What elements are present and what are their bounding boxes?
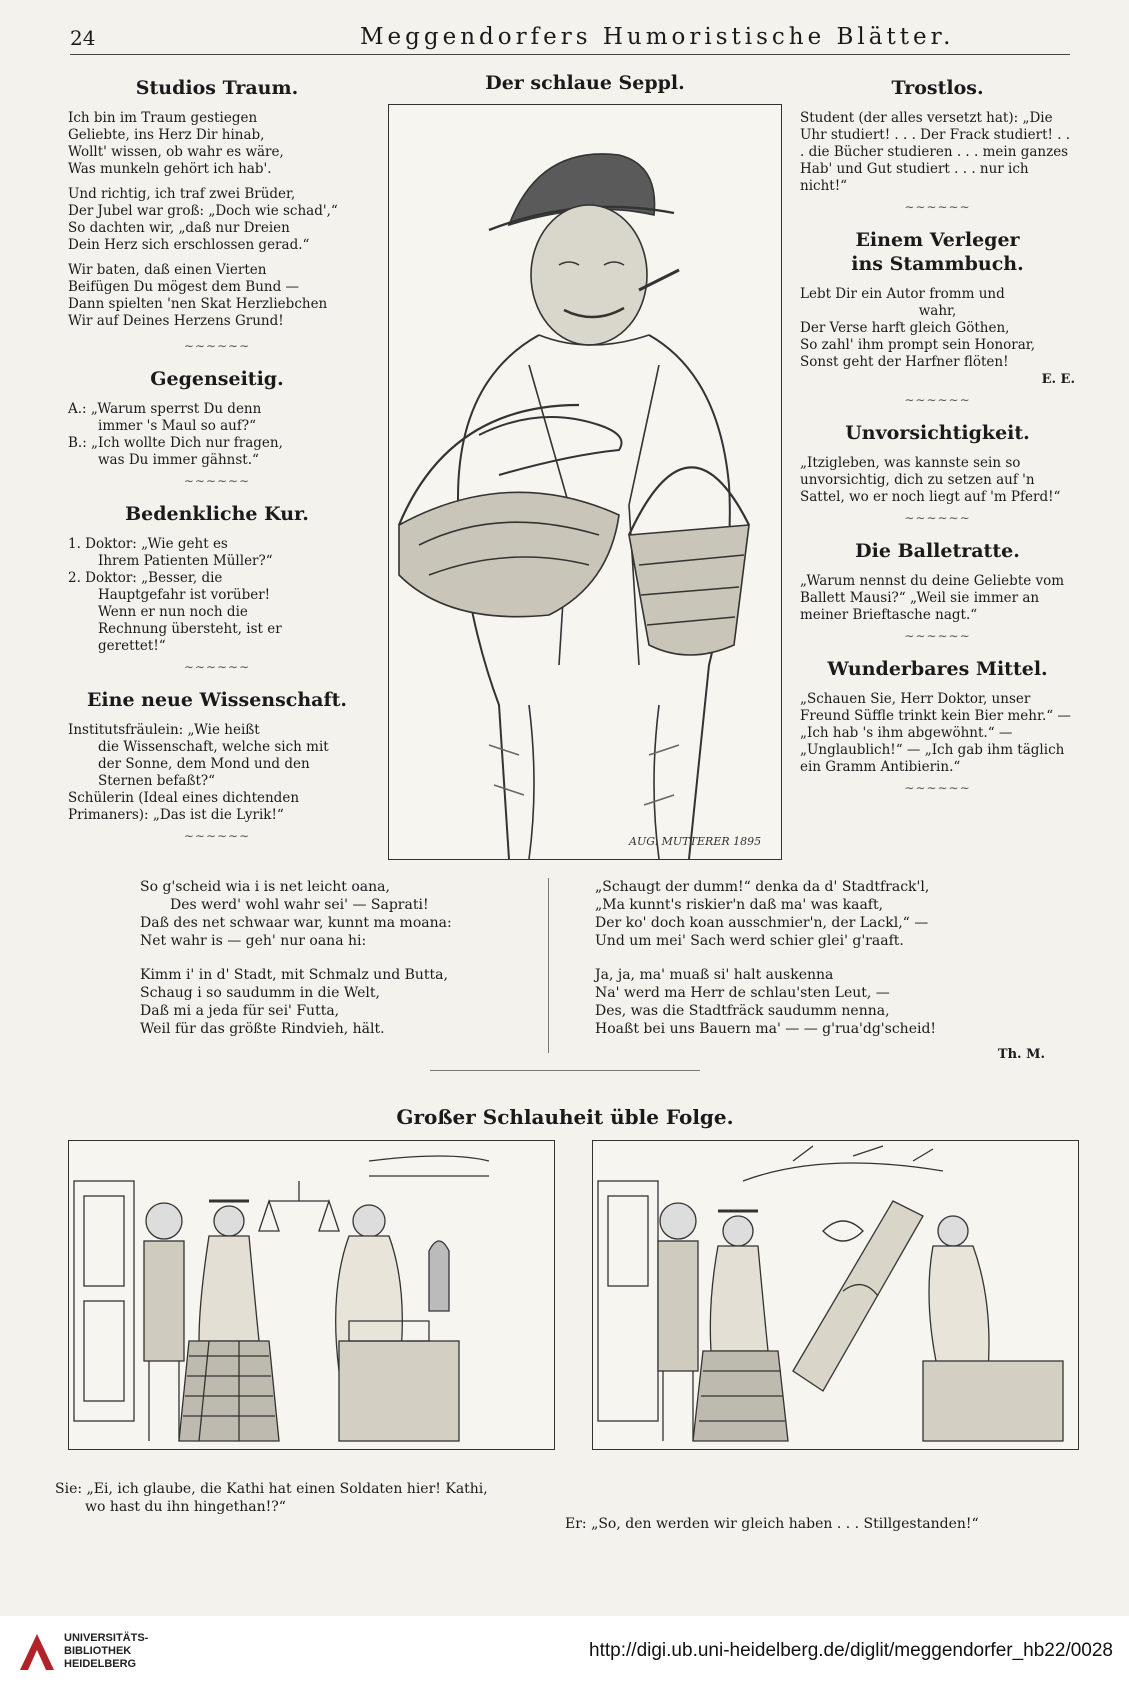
- text-line: 1. Doktor: „Wie geht es: [68, 536, 228, 552]
- ornament-divider: ∼∼∼∼∼∼: [904, 511, 971, 525]
- trostlos-section: [800, 76, 1075, 216]
- trostlos-title: Trostlos.: [891, 77, 984, 99]
- unvorsichtigkeit-text: „Itzigleben, was kannste sein so unvorsichtig, dich zu setzen auf 'n Sattel, wo er noch liegt auf 'm Pferd!“: [800, 455, 1061, 505]
- bedenkliche-kur-title: Bedenkliche Kur.: [125, 503, 309, 525]
- verse-line: Ich bin im Traum gestiegen: [68, 110, 258, 126]
- ornament-divider: ∼∼∼∼∼∼: [904, 393, 971, 407]
- header-rule: [70, 54, 1070, 55]
- text-line: Rechnung übersteht, ist er: [98, 621, 282, 637]
- verse-line: Wir baten, daß einen Vierten: [68, 262, 267, 278]
- verleger-title-1: Einem Verleger: [855, 229, 1020, 251]
- text-line: A.: „Warum sperrst Du denn: [68, 401, 262, 417]
- verse-line: Dann spielten 'nen Skat Herzliebchen: [68, 296, 328, 312]
- ornament-divider: ∼∼∼∼∼∼: [904, 200, 971, 214]
- seppl-illustration: [388, 104, 782, 860]
- text-line: der Sonne, dem Mond und den: [98, 756, 310, 772]
- verse-line: Der Jubel war groß: „Doch wie schad',“: [68, 203, 338, 219]
- source-url-link[interactable]: http://digi.ub.uni-heidelberg.de/diglit/meggendorfer_hb22/0028: [589, 1640, 1113, 1661]
- text-line: immer 's Maul so auf?“: [98, 418, 256, 434]
- verleger-section: [800, 228, 1075, 409]
- page-number: 24: [70, 26, 96, 50]
- left-column: [68, 70, 366, 857]
- stanza: [140, 878, 530, 950]
- gegenseitig-section: [68, 367, 366, 490]
- ornament-divider: ∼∼∼∼∼∼: [183, 829, 251, 843]
- text-line: Institutsfräulein: „Wie heißt: [68, 722, 260, 738]
- kitchen-chaos-drawing: [593, 1141, 1078, 1449]
- ornament-divider: ∼∼∼∼∼∼: [183, 474, 251, 488]
- verse-line: Lebt Dir ein Autor fromm und: [800, 286, 1005, 302]
- verse-line: So zahl' ihm prompt sein Honorar,: [800, 337, 1036, 353]
- verse-line: Net wahr is — geh' nur oana hi:: [140, 933, 367, 949]
- stanza: [68, 186, 366, 254]
- balletratte-section: [800, 539, 1075, 645]
- caption-line: Er: „So, den werden wir gleich haben . . . Stillgestanden!“: [565, 1516, 979, 1532]
- poem-right-column: [595, 878, 1045, 1064]
- stanza: [595, 878, 1045, 950]
- library-name-line: HEIDELBERG: [64, 1658, 137, 1670]
- comic-title: Großer Schlauheit üble Folge.: [396, 1105, 734, 1129]
- text-line: Schülerin (Ideal eines dichtenden Primaners): „Das ist die Lyrik!“: [68, 790, 300, 823]
- university-logo-icon: [18, 1630, 56, 1672]
- text-line: 2. Doktor: „Besser, die: [68, 570, 223, 586]
- verleger-signature: E. E.: [1041, 372, 1075, 387]
- caption-line: Sie: „Ei, ich glaube, die Kathi hat einen Soldaten hier! Kathi,: [55, 1481, 488, 1497]
- seppl-title: Der schlaue Seppl.: [485, 72, 685, 94]
- text-line: die Wissenschaft, welche sich mit: [98, 739, 329, 755]
- wissenschaft-section: [68, 688, 366, 845]
- studios-traum-section: [68, 76, 366, 355]
- ornament-divider: ∼∼∼∼∼∼: [904, 629, 971, 643]
- verse-line: Dein Herz sich erschlossen gerad.“: [68, 237, 310, 253]
- verse-line: „Ma kunnt's riskier'n daß ma' was kaaft,: [595, 897, 884, 913]
- unvorsichtigkeit-section: [800, 421, 1075, 527]
- verse-line: Weil für das größte Rindvieh, hält.: [140, 1021, 385, 1037]
- verse-line: Und um mei' Sach werd schier glei' g'raaft.: [595, 933, 904, 949]
- verse-line: Geliebte, ins Herz Dir hinab,: [68, 127, 265, 143]
- artist-signature: AUG. MUTTERER 1895: [629, 835, 762, 848]
- text-line: Ihrem Patienten Müller?“: [98, 553, 273, 569]
- verse-line: So dachten wir, „daß nur Dreien: [68, 220, 290, 236]
- unvorsichtigkeit-title: Unvorsichtigkeit.: [845, 422, 1030, 444]
- verse-line: Wollt' wissen, ob wahr es wäre,: [68, 144, 284, 160]
- poem-signature: Th. M.: [997, 1047, 1045, 1062]
- stanza: [68, 110, 366, 178]
- verse-line: Sonst geht der Harfner flöten!: [800, 354, 1009, 370]
- digitization-footer: [0, 1616, 1129, 1686]
- verse-line: Hoaßt bei uns Bauern ma' — — g'rua'dg'scheid!: [595, 1021, 937, 1037]
- verse-line: Ja, ja, ma' muaß si' halt auskenna: [595, 967, 834, 983]
- verse-line: Daß mi a jeda für sei' Futta,: [140, 1003, 340, 1019]
- text-line: gerettet!“: [98, 638, 166, 654]
- poem-left-column: [140, 878, 530, 1046]
- stanza: [140, 966, 530, 1038]
- kitchen-scene-drawing: [69, 1141, 554, 1449]
- comic-caption-left: [55, 1480, 555, 1516]
- verse-line: Und richtig, ich traf zwei Brüder,: [68, 186, 296, 202]
- caption-line: wo hast du ihn hingethan!?“: [85, 1499, 286, 1515]
- verse-line: Des werd' wohl wahr sei' — Saprati!: [170, 897, 429, 913]
- comic-panel-left: [68, 1140, 555, 1450]
- section-rule: [430, 1070, 700, 1071]
- verse-line: Wir auf Deines Herzens Grund!: [68, 313, 284, 329]
- peasant-drawing: [389, 105, 781, 859]
- bedenkliche-kur-section: [68, 502, 366, 676]
- verse-line: Des, was die Stadtfräck saudumm nenna,: [595, 1003, 890, 1019]
- stanza: [595, 966, 1045, 1038]
- wunderbares-mittel-text: „Schauen Sie, Herr Doktor, unser Freund Süffle trinkt kein Bier mehr.“ — „Ich hab 's ihm abgewöhnt.“ — „Unglaublich!“ — „Ich gab ihm täglich ein Gramm Antibierin.“: [800, 691, 1071, 775]
- comic-panel-right: [592, 1140, 1079, 1450]
- studios-traum-title: Studios Traum.: [135, 77, 299, 99]
- verse-line: wahr,: [918, 303, 957, 319]
- verse-line: Na' werd ma Herr de schlau'sten Leut, —: [595, 985, 890, 1001]
- verse-line: Der Verse harft gleich Göthen,: [800, 320, 1010, 336]
- ornament-divider: ∼∼∼∼∼∼: [183, 339, 251, 353]
- library-name: [64, 1632, 148, 1671]
- text-line: B.: „Ich wollte Dich nur fragen,: [68, 435, 283, 451]
- stanza: [68, 262, 366, 330]
- poem-column-divider: [548, 878, 549, 1053]
- verse-line: Daß des net schwaar war, kunnt ma moana:: [140, 915, 452, 931]
- verse-line: „Schaugt der dumm!“ denka da d' Stadtfrack'l,: [595, 879, 930, 895]
- verleger-title-2: ins Stammbuch.: [851, 253, 1024, 275]
- verse-line: Beifügen Du mögest dem Bund —: [68, 279, 300, 295]
- wissenschaft-title: Eine neue Wissenschaft.: [86, 689, 348, 711]
- comic-caption-right: [565, 1515, 1085, 1533]
- wunderbares-mittel-title: Wunderbares Mittel.: [827, 658, 1048, 680]
- text-line: Wenn er nun noch die: [98, 604, 248, 620]
- right-column: [800, 70, 1075, 809]
- page-header: [70, 22, 1070, 52]
- verse-line: Der ko' doch koan ausschmier'n, der Lackl,“ —: [595, 915, 929, 931]
- balletratte-text: „Warum nennst du deine Geliebte vom Ballett Mausi?“ „Weil sie immer an meiner Brieftasche nagt.“: [800, 573, 1065, 623]
- verse-line: Kimm i' in d' Stadt, mit Schmalz und Butta,: [140, 967, 448, 983]
- library-name-line: BIBLIOTHEK: [64, 1645, 132, 1657]
- text-line: Sternen befaßt?“: [98, 773, 216, 789]
- wunderbares-mittel-section: [800, 657, 1075, 797]
- balletratte-title: Die Balletratte.: [855, 540, 1020, 562]
- verse-line: So g'scheid wia i is net leicht oana,: [140, 879, 390, 895]
- journal-title: Meggendorfers Humoristische Blätter.: [360, 24, 955, 50]
- library-name-line: UNIVERSITÄTS-: [64, 1632, 149, 1644]
- gegenseitig-title: Gegenseitig.: [150, 368, 284, 390]
- trostlos-text: Student (der alles versetzt hat): „Die Uhr studiert! . . . Der Frack studiert! . . . die Bücher studieren . . . mein ganzes Hab' und Gut studiert . . . nur ich nicht!“: [800, 110, 1071, 194]
- text-line: Hauptgefahr ist vorüber!: [98, 587, 271, 603]
- text-line: was Du immer gähnst.“: [98, 452, 259, 468]
- verse-line: Schaug i so saudumm in die Welt,: [140, 985, 380, 1001]
- verse-line: Was munkeln gehört ich hab'.: [68, 161, 272, 177]
- ornament-divider: ∼∼∼∼∼∼: [183, 660, 251, 674]
- ornament-divider: ∼∼∼∼∼∼: [904, 781, 971, 795]
